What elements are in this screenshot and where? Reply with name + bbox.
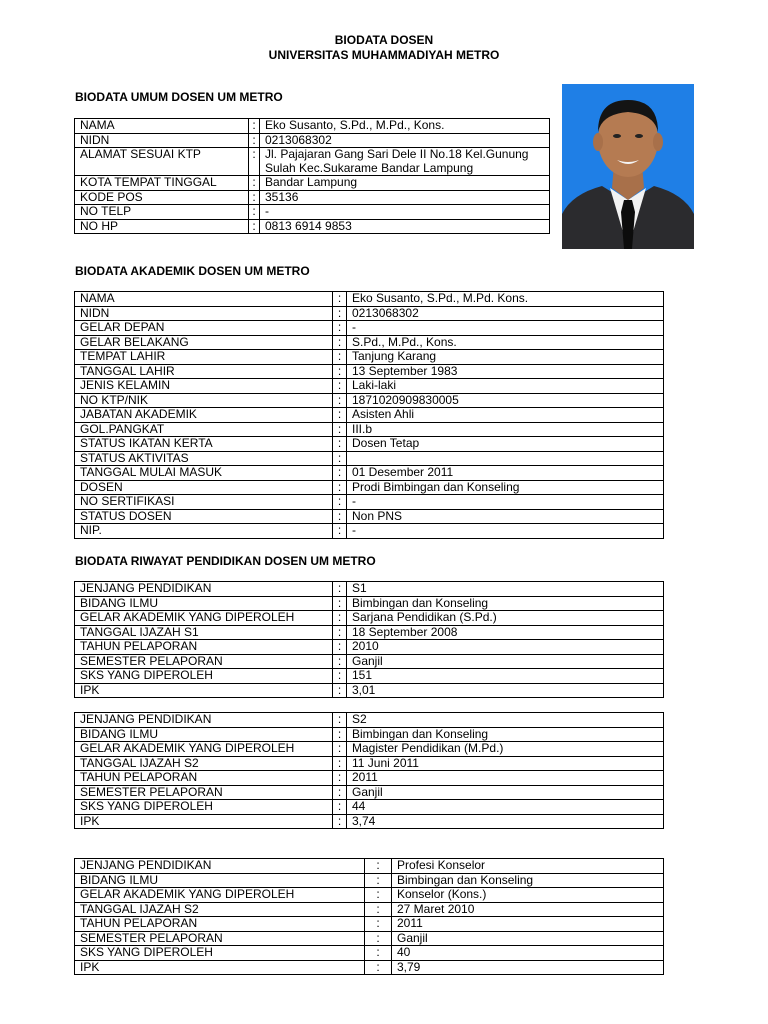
table-row <box>75 306 664 321</box>
field-label: NAMA <box>75 119 249 134</box>
field-value: Eko Susanto, S.Pd., M.Pd. Kons. <box>347 292 664 307</box>
field-label: GELAR BELAKANG <box>75 335 333 350</box>
table-row <box>75 669 664 684</box>
colon-separator: : <box>249 148 260 176</box>
table-row <box>75 931 664 946</box>
table-row <box>75 509 664 524</box>
field-label: IPK <box>75 960 365 975</box>
colon-separator: : <box>333 422 347 437</box>
field-label: TANGGAL IJAZAH S2 <box>75 756 333 771</box>
field-label: GELAR AKADEMIK YANG DIPEROLEH <box>75 611 333 626</box>
field-label: NO SERTIFIKASI <box>75 495 333 510</box>
field-label: TAHUN PELAPORAN <box>75 917 365 932</box>
person-portrait-icon <box>562 84 694 249</box>
table-row <box>75 800 664 815</box>
field-label: SEMESTER PELAPORAN <box>75 654 333 669</box>
colon-separator: : <box>333 437 347 452</box>
table-row <box>75 379 664 394</box>
field-value: 1871020909830005 <box>347 393 664 408</box>
field-label: STATUS AKTIVITAS <box>75 451 333 466</box>
field-label: NIDN <box>75 133 249 148</box>
colon-separator: : <box>249 219 260 234</box>
colon-separator: : <box>365 917 392 932</box>
field-value: Sarjana Pendidikan (S.Pd.) <box>347 611 664 626</box>
field-label: NIP. <box>75 524 333 539</box>
field-value: Bimbingan dan Konseling <box>392 873 664 888</box>
field-value: 35136 <box>260 190 550 205</box>
colon-separator: : <box>249 190 260 205</box>
field-label: TEMPAT LAHIR <box>75 350 333 365</box>
field-label: NO TELP <box>75 205 249 220</box>
field-label: STATUS DOSEN <box>75 509 333 524</box>
colon-separator: : <box>365 902 392 917</box>
colon-separator: : <box>249 176 260 191</box>
table-row <box>75 946 664 961</box>
field-value: 44 <box>347 800 664 815</box>
table-row <box>75 495 664 510</box>
table-row <box>75 596 664 611</box>
colon-separator: : <box>333 785 347 800</box>
colon-separator: : <box>333 713 347 728</box>
table-row <box>75 814 664 829</box>
document-subtitle: UNIVERSITAS MUHAMMADIYAH METRO <box>268 48 500 62</box>
colon-separator: : <box>365 931 392 946</box>
colon-separator: : <box>333 756 347 771</box>
field-value: - <box>347 321 664 336</box>
field-label: TANGGAL IJAZAH S2 <box>75 902 365 917</box>
colon-separator: : <box>333 480 347 495</box>
field-value: 40 <box>392 946 664 961</box>
table-row <box>75 466 664 481</box>
field-value: Non PNS <box>347 509 664 524</box>
colon-separator: : <box>333 596 347 611</box>
table-row <box>75 451 664 466</box>
field-value <box>347 451 664 466</box>
colon-separator: : <box>249 205 260 220</box>
field-value: 11 Juni 2011 <box>347 756 664 771</box>
table-row <box>75 335 664 350</box>
field-label: TAHUN PELAPORAN <box>75 640 333 655</box>
colon-separator: : <box>365 873 392 888</box>
field-label: BIDANG ILMU <box>75 873 365 888</box>
colon-separator: : <box>249 133 260 148</box>
colon-separator: : <box>365 888 392 903</box>
table-row <box>75 756 664 771</box>
table-row <box>75 393 664 408</box>
colon-separator: : <box>333 814 347 829</box>
table-row <box>75 219 550 234</box>
table-row <box>75 480 664 495</box>
colon-separator: : <box>365 946 392 961</box>
table-row <box>75 888 664 903</box>
table-row <box>75 437 664 452</box>
field-label: JENJANG PENDIDIKAN <box>75 582 333 597</box>
table-row <box>75 205 550 220</box>
profile-photo <box>562 84 694 249</box>
colon-separator: : <box>365 859 392 874</box>
section-heading-umum: BIODATA UMUM DOSEN UM METRO <box>75 90 283 104</box>
pendidikan-s1-table <box>74 581 664 698</box>
colon-separator: : <box>333 524 347 539</box>
field-value: 3,01 <box>347 683 664 698</box>
field-label: DOSEN <box>75 480 333 495</box>
field-value: 2011 <box>392 917 664 932</box>
field-value: Bimbingan dan Konseling <box>347 727 664 742</box>
table-row <box>75 859 664 874</box>
table-row <box>75 133 550 148</box>
field-value: Ganjil <box>392 931 664 946</box>
table-row <box>75 654 664 669</box>
table-row <box>75 422 664 437</box>
field-label: NO HP <box>75 219 249 234</box>
field-value: Bandar Lampung <box>260 176 550 191</box>
field-value: - <box>347 524 664 539</box>
colon-separator: : <box>333 727 347 742</box>
table-row <box>75 364 664 379</box>
colon-separator: : <box>333 683 347 698</box>
colon-separator: : <box>333 393 347 408</box>
field-value: - <box>260 205 550 220</box>
field-label: JENJANG PENDIDIKAN <box>75 713 333 728</box>
field-value: Tanjung Karang <box>347 350 664 365</box>
table-row <box>75 640 664 655</box>
field-value: - <box>347 495 664 510</box>
field-label: TAHUN PELAPORAN <box>75 771 333 786</box>
field-label: SKS YANG DIPEROLEH <box>75 669 333 684</box>
section-heading-akademik: BIODATA AKADEMIK DOSEN UM METRO <box>75 264 310 278</box>
field-value: 2010 <box>347 640 664 655</box>
table-row <box>75 292 664 307</box>
table-row <box>75 190 550 205</box>
colon-separator: : <box>333 625 347 640</box>
table-row <box>75 742 664 757</box>
table-row <box>75 771 664 786</box>
field-value: 01 Desember 2011 <box>347 466 664 481</box>
table-row <box>75 625 664 640</box>
table-row <box>75 408 664 423</box>
table-row <box>75 524 664 539</box>
field-label: TANGGAL MULAI MASUK <box>75 466 333 481</box>
field-value: 0213068302 <box>347 306 664 321</box>
field-label: SKS YANG DIPEROLEH <box>75 946 365 961</box>
field-label: JENIS KELAMIN <box>75 379 333 394</box>
field-value: 0213068302 <box>260 133 550 148</box>
colon-separator: : <box>249 119 260 134</box>
field-label: GELAR AKADEMIK YANG DIPEROLEH <box>75 742 333 757</box>
field-label: BIDANG ILMU <box>75 596 333 611</box>
field-value: 0813 6914 9853 <box>260 219 550 234</box>
table-row <box>75 713 664 728</box>
field-value: Asisten Ahli <box>347 408 664 423</box>
field-label: SEMESTER PELAPORAN <box>75 931 365 946</box>
field-value: 3,79 <box>392 960 664 975</box>
colon-separator: : <box>333 611 347 626</box>
table-row <box>75 321 664 336</box>
field-label: NIDN <box>75 306 333 321</box>
field-label: NAMA <box>75 292 333 307</box>
colon-separator: : <box>333 408 347 423</box>
colon-separator: : <box>333 451 347 466</box>
colon-separator: : <box>333 582 347 597</box>
table-row <box>75 960 664 975</box>
field-label: GELAR DEPAN <box>75 321 333 336</box>
table-row <box>75 917 664 932</box>
colon-separator: : <box>333 335 347 350</box>
colon-separator: : <box>333 669 347 684</box>
field-value: Prodi Bimbingan dan Konseling <box>347 480 664 495</box>
field-label: NO KTP/NIK <box>75 393 333 408</box>
field-value: Konselor (Kons.) <box>392 888 664 903</box>
field-label: TANGGAL LAHIR <box>75 364 333 379</box>
field-value: 18 September 2008 <box>347 625 664 640</box>
table-row <box>75 119 550 134</box>
field-value: S1 <box>347 582 664 597</box>
colon-separator: : <box>333 495 347 510</box>
field-label: ALAMAT SESUAI KTP <box>75 148 249 176</box>
section-heading-pendidikan: BIODATA RIWAYAT PENDIDIKAN DOSEN UM METRO <box>75 554 376 568</box>
pendidikan-s2-table <box>74 712 664 829</box>
field-label: JENJANG PENDIDIKAN <box>75 859 365 874</box>
colon-separator: : <box>333 364 347 379</box>
field-label: SEMESTER PELAPORAN <box>75 785 333 800</box>
pendidikan-profesi-table <box>74 858 664 975</box>
field-value: Ganjil <box>347 654 664 669</box>
field-value: 151 <box>347 669 664 684</box>
field-value: Bimbingan dan Konseling <box>347 596 664 611</box>
field-value: 3,74 <box>347 814 664 829</box>
field-label: GELAR AKADEMIK YANG DIPEROLEH <box>75 888 365 903</box>
colon-separator: : <box>333 771 347 786</box>
field-label: JABATAN AKADEMIK <box>75 408 333 423</box>
field-value: Eko Susanto, S.Pd., M.Pd., Kons. <box>260 119 550 134</box>
field-label: KOTA TEMPAT TINGGAL <box>75 176 249 191</box>
biodata-akademik-table <box>74 291 664 539</box>
field-label: KODE POS <box>75 190 249 205</box>
field-label: SKS YANG DIPEROLEH <box>75 800 333 815</box>
colon-separator: : <box>333 640 347 655</box>
field-label: TANGGAL IJAZAH S1 <box>75 625 333 640</box>
field-label: GOL.PANGKAT <box>75 422 333 437</box>
table-row <box>75 611 664 626</box>
field-value: Ganjil <box>347 785 664 800</box>
table-row <box>75 148 550 176</box>
field-value: Profesi Konselor <box>392 859 664 874</box>
table-row <box>75 683 664 698</box>
field-value: 13 September 1983 <box>347 364 664 379</box>
field-value: III.b <box>347 422 664 437</box>
field-label: IPK <box>75 814 333 829</box>
field-value: Dosen Tetap <box>347 437 664 452</box>
colon-separator: : <box>333 292 347 307</box>
field-label: STATUS IKATAN KERTA <box>75 437 333 452</box>
table-row <box>75 582 664 597</box>
document-title: BIODATA DOSEN <box>334 33 434 47</box>
biodata-umum-table <box>74 118 550 234</box>
colon-separator: : <box>333 742 347 757</box>
table-row <box>75 902 664 917</box>
field-value: Magister Pendidikan (M.Pd.) <box>347 742 664 757</box>
colon-separator: : <box>333 466 347 481</box>
field-value: Jl. Pajajaran Gang Sari Dele II No.18 Kel.Gunung Sulah Kec.Sukarame Bandar Lampung <box>260 148 550 176</box>
field-value: S.Pd., M.Pd., Kons. <box>347 335 664 350</box>
field-label: BIDANG ILMU <box>75 727 333 742</box>
table-row <box>75 176 550 191</box>
colon-separator: : <box>333 509 347 524</box>
field-value: S2 <box>347 713 664 728</box>
colon-separator: : <box>333 350 347 365</box>
field-value: 2011 <box>347 771 664 786</box>
colon-separator: : <box>333 379 347 394</box>
field-label: IPK <box>75 683 333 698</box>
table-row <box>75 873 664 888</box>
colon-separator: : <box>333 800 347 815</box>
colon-separator: : <box>365 960 392 975</box>
table-row <box>75 350 664 365</box>
colon-separator: : <box>333 654 347 669</box>
colon-separator: : <box>333 321 347 336</box>
field-value: Laki-laki <box>347 379 664 394</box>
colon-separator: : <box>333 306 347 321</box>
table-row <box>75 785 664 800</box>
field-value: 27 Maret 2010 <box>392 902 664 917</box>
table-row <box>75 727 664 742</box>
